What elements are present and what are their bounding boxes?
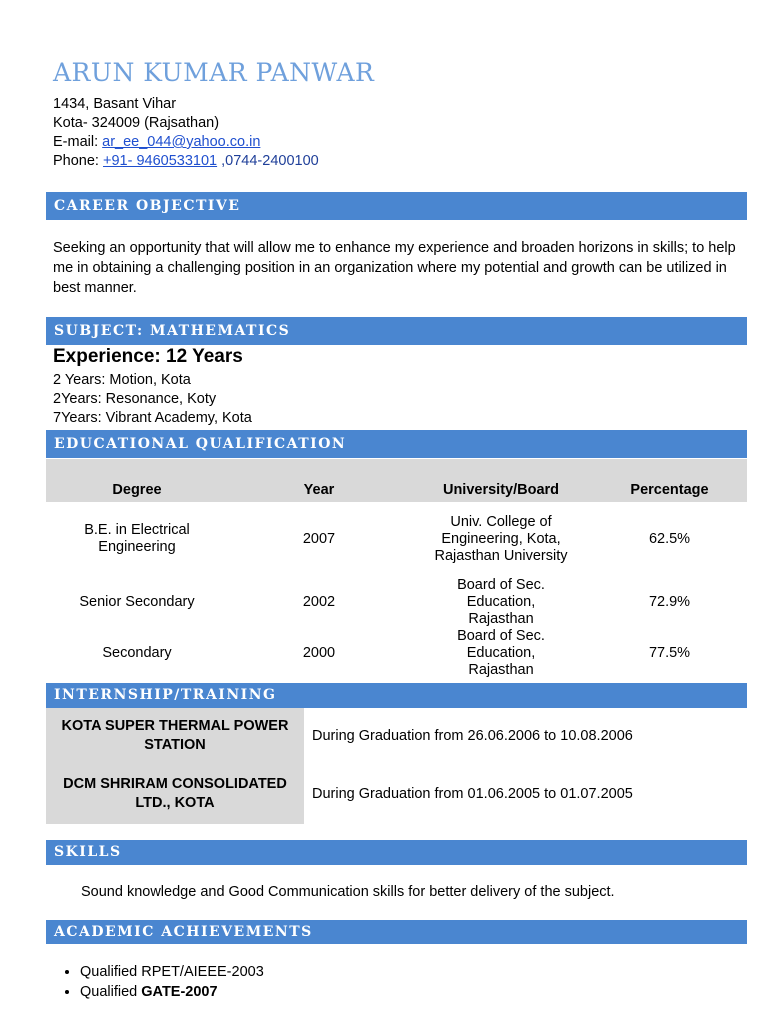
achievements-list (58, 962, 264, 1002)
address-line-1: 1434, Basant Vihar (53, 96, 177, 112)
experience-item: 7Years: Vibrant Academy, Kota (53, 410, 252, 426)
table-row (46, 628, 747, 679)
year-cell: 2002 (302, 593, 336, 610)
section-career-objective: CAREER OBJECTIVE (46, 192, 747, 220)
experience-item: 2Years: Resonance, Koty (53, 391, 217, 407)
degree-cell: Secondary (102, 645, 172, 661)
header-year: Year (228, 459, 410, 502)
experience-list (53, 371, 252, 428)
section-skills: SKILLS (46, 840, 747, 865)
header-degree: Degree (46, 459, 228, 502)
section-achievements: ACADEMIC ACHIEVEMENTS (46, 920, 747, 944)
section-subject: SUBJECT: MATHEMATICS (46, 317, 747, 345)
internship-period: During Graduation from 01.06.2005 to 01.07.2005 (312, 785, 633, 802)
phone-line (53, 152, 319, 171)
phone-alt: ,0744-2400100 (217, 153, 319, 169)
section-internship: INTERNSHIP/TRAINING (46, 683, 747, 708)
achievement-text: Qualified (80, 984, 142, 1000)
achievement-text: Qualified RPET/AIEEE-2003 (80, 964, 264, 980)
list-item (80, 962, 264, 982)
achievement-bold: GATE-2007 (141, 984, 218, 1000)
year-cell: 2000 (302, 645, 336, 661)
address-line-2: Kota- 324009 (Rajsathan) (53, 115, 220, 131)
table-row (46, 502, 747, 576)
email-line (53, 133, 319, 152)
internship-period: During Graduation from 26.06.2006 to 10.08.2006 (312, 727, 633, 744)
experience-title: Experience: 12 Years (53, 346, 243, 367)
header-board: University/Board (410, 459, 592, 502)
board-cell: Board of Sec. Education, Rajasthan (457, 576, 545, 627)
percentage-cell: 72.9% (648, 593, 691, 610)
section-education: EDUCATIONAL QUALIFICATION (46, 430, 747, 458)
table-row (46, 576, 747, 628)
contact-block (53, 95, 319, 171)
career-objective-text: Seeking an opportunity that will allow me to enhance my experience and broaden horizons in skills; to help me in obtaining a challenging position in an organization where my potential and growth can be utilized in best manner. (53, 240, 736, 296)
percentage-cell: 62.5% (648, 530, 691, 547)
candidate-name: ARUN KUMAR PANWAR (53, 58, 375, 87)
email-label: E-mail: (53, 134, 103, 150)
email-link[interactable]: ar_ee_044@yahoo.co.in (102, 134, 261, 150)
table-row (46, 763, 747, 824)
board-cell: Univ. College of Engineering, Kota, Rajasthan University (434, 513, 568, 564)
internship-org: DCM SHRIRAM CONSOLIDATED LTD., KOTA (46, 763, 304, 824)
degree-cell: B.E. in Electrical Engineering (84, 522, 190, 555)
header-percentage: Percentage (592, 459, 747, 502)
percentage-cell: 77.5% (648, 645, 691, 661)
experience-item: 2 Years: Motion, Kota (53, 372, 191, 388)
phone-label: Phone: (53, 153, 103, 169)
education-header-row (46, 459, 747, 502)
list-item (80, 982, 264, 1002)
skills-text: Sound knowledge and Good Communication skills for better delivery of the subject. (81, 884, 615, 900)
internship-org: KOTA SUPER THERMAL POWER STATION (46, 708, 304, 763)
phone-link[interactable]: +91- 9460533101 (103, 153, 218, 169)
board-cell: Board of Sec. Education, Rajasthan (457, 628, 545, 678)
education-table (46, 459, 747, 679)
year-cell: 2007 (302, 530, 336, 547)
degree-cell: Senior Secondary (79, 593, 195, 610)
table-row (46, 708, 747, 763)
internship-table (46, 708, 747, 824)
